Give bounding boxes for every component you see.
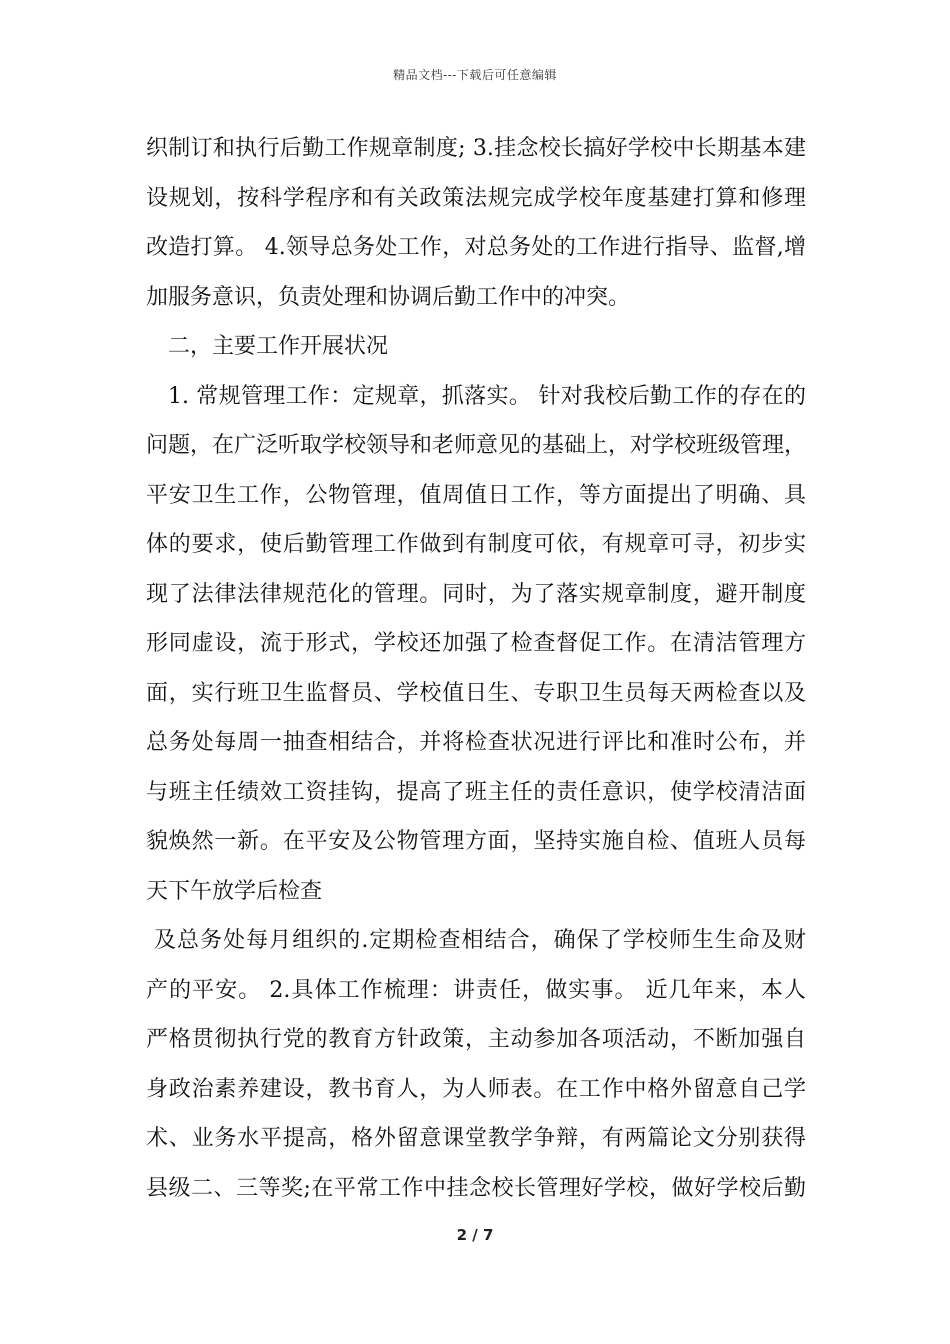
section-heading: 二，主要工作开展状况 — [168, 334, 389, 359]
text-line-13: 总务处每周一抽查相结合，并将检查状况进行评比和准时公布，并 — [146, 730, 806, 755]
text-line-21: 术、业务水平提高，格外留意课堂教学争辩，有两篇论文分别获得 — [146, 1126, 806, 1151]
text-line-17: 及总务处每月组织的.定期检查相结合，确保了学校师生生命及财 — [154, 928, 806, 953]
text-line-16: 天下午放学后检查 — [146, 878, 323, 904]
text-line-19: 严格贯彻执行党的教育方针政策，主动参加各项活动，不断加强自 — [146, 1027, 806, 1052]
page-header: 精品文档---下载后可任意编辑 — [393, 68, 557, 82]
text-line-18: 产的平安。 2.具体工作梳理：讲责任，做实事。 近几年来，本人 — [146, 977, 806, 1003]
text-line-2: 设规划，按科学程序和有关政策法规完成学校年度基建打算和修理 — [146, 185, 806, 211]
text-line-1: 织制订和执行后勤工作规章制度; 3.挂念校长搞好学校中长期基本建 — [146, 136, 806, 161]
text-line-10: 现了法律法律规范化的管理。同时，为了落实规章制度，避开制度 — [146, 581, 806, 607]
text-line-15: 貌焕然一新。在平安及公物管理方面，坚持实施自检、值班人员每 — [146, 829, 806, 854]
text-line-3: 改造打算。 4.领导总务处工作，对总务处的工作进行指导、监督,增 — [146, 235, 806, 260]
text-line-20: 身政治素养建设，教书育人，为人师表。在工作中格外留意自己学 — [146, 1076, 806, 1102]
text-line-8: 平安卫生工作，公物管理，值周值日工作，等方面提出了明确、具 — [146, 482, 806, 508]
text-line-11: 形同虚设，流于形式，学校还加强了检查督促工作。在清洁管理方 — [146, 631, 806, 656]
page-indicator: 2 / 7 — [456, 1226, 494, 1244]
text-line-14: 与班主任绩效工资挂钩，提高了班主任的责任意识，使学校清洁面 — [146, 779, 806, 805]
body-text — [146, 124, 806, 1213]
text-line-9: 体的要求，使后勤管理工作做到有制度可依，有规章可寻，初步实 — [146, 532, 806, 557]
text-line-12: 面，实行班卫生监督员、学校值日生、专职卫生员每天两检查以及 — [146, 680, 806, 706]
text-line-7: 问题，在广泛听取学校领导和老师意见的基础上，对学校班级管理， — [146, 433, 807, 458]
text-line-6: 1. 常规管理工作：定规章，抓落实。 针对我校后勤工作的存在的 — [168, 383, 806, 409]
text-line-4: 加服务意识，负责处理和协调后勤工作中的冲突。 — [146, 284, 631, 310]
text-line-22: 县级二、三等奖;在平常工作中挂念校长管理好学校，做好学校后勤 — [146, 1175, 806, 1201]
